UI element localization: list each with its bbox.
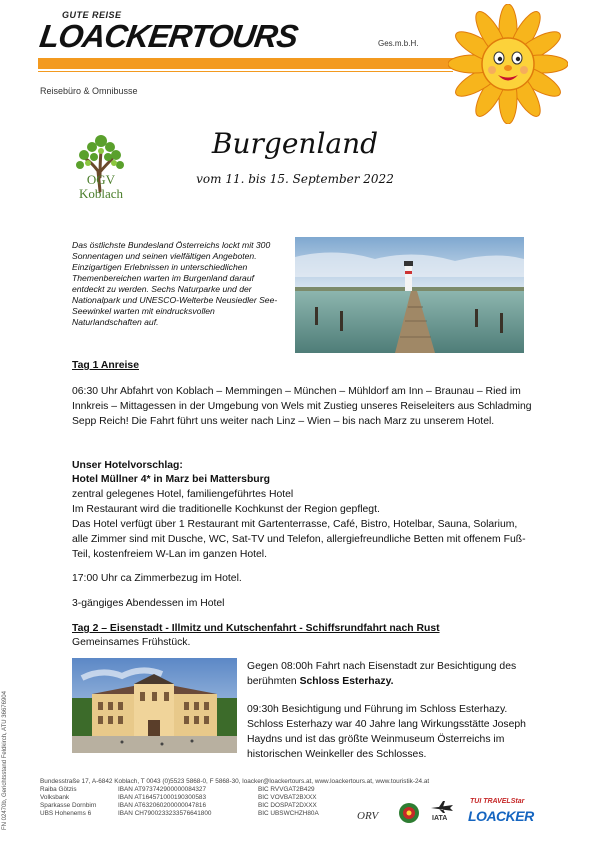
bank-name: Volksbank [40,794,70,801]
bank-iban: IBAN AT164571000190300583 [118,794,207,801]
bank-bic: BIC DOSPAT2DXXX [258,802,317,809]
checkin-text: 17:00 Uhr ca Zimmerbezug im Hotel. [72,573,242,584]
bank-iban: IBAN CH7900233233576641800 [118,810,212,817]
day2-p1-bold: Schloss Esterhazy. [299,676,394,687]
bank-iban: IBAN AT973742900000084327 [118,786,207,793]
header-orange-bar [38,58,453,69]
club-name [70,173,132,201]
footer-address: Bundesstraße 17, A-6842 Koblach, T 0043 (0)5523 5868-0, F 5868-30, loacker@loackertours.at, www.loackertours.at, www.touristik-24.at [40,778,430,785]
iata-logo: IATA [432,815,448,822]
bank-bic: BIC RVVGAT2B429 [258,786,315,793]
footer-bank-row [40,786,550,794]
club-name-line2: Koblach [78,186,124,201]
club-name-line1: OGV [86,172,116,187]
hotel-name: Hotel Müllner 4* in Marz bei Mattersburg [72,474,271,485]
schloss-esterhazy-photo [72,658,237,753]
bank-bic: BIC VOVBAT2BXXX [258,794,317,801]
company-register-note: FN 02470b, Gerichtsstand Feldkirch, ATU 36676904 [2,691,8,830]
trip-date: vom 11. bis 15. September 2022 [196,172,394,186]
bank-name: UBS Hohenems 6 [40,810,92,817]
day2-paragraph-1 [247,659,537,689]
intro-paragraph: Das östlichste Bundesland Österreichs lockt mit 300 Sonnentagen und seinen vielfältigen Angeboten. Einzigartigen Erlebnissen in unterschiedlichen Themenbereichen warten im Burgenland darauf entdeckt zu werden. Sechs Naturparke und der Nationalpark und UNESCO-Welterbe Neusiedler See-Seewinkel warten mit eindrucksvollen Naturlandschaften auf. [72,240,278,327]
day2-heading: Tag 2 – Eisenstadt - Illmitz und Kutschenfahrt - Schiffsrundfahrt nach Rust [72,623,440,634]
day2-breakfast: Gemeinsames Frühstück. [72,637,191,648]
orv-logo: ORV [357,810,379,822]
day1-route: 06:30 Uhr Abfahrt von Koblach – Memmingen – München – Mühldorf am Inn – Braunau – Ried im Innkreis – Mittagessen in der Umgebung von Wels mit Zustieg unseres Reiseleiters aus Schladming Sepp Reich! Die Fahrt führt uns weiter nach Linz – Wien – bis nach Marz zu unserem Hotel. [72,386,532,427]
dinner-text: 3-gängiges Abendessen im Hotel [72,598,225,609]
day2-paragraph-2: 09:30h Besichtigung und Führung im Schloss Esterhazy. Schloss Esterhazy war 40 Jahre lang Wirkungsstätte Joseph Haydns und ist das größte Weinmuseum Österreichs im historischen Weinkeller des Schlosses. [247,704,526,760]
bank-iban: IBAN AT632060200000047816 [118,802,207,809]
bank-bic: BIC UBSWCHZH80A [258,810,319,817]
tui-travelstar-logo: TUI TRAVELStar [470,798,525,805]
bank-name: Sparkasse Dornbirn [40,802,97,809]
lighthouse-pier-photo [295,237,524,353]
company-subline: Reisebüro & Omnibusse [40,86,138,96]
hotel-description: zentral gelegenes Hotel, familiengeführtes Hotel Im Restaurant wird die traditionelle Kochkunst der Region gepflegt. Das Hotel verfügt über 1 Restaurant mit Gartenterrasse, Café, Bistro, Hotelbar, Sauna, Solarium, alle Zimmer sind mit Dusche, WC, Sat-TV und Telefon, allergiefreundliche Betten mit offenem Fuß-Teil, kostenfreiem W-Lan im ganzen Hotel. [72,489,526,560]
header-divider [38,71,453,72]
day2-p1-text: Gegen 08:00h Fahrt nach Eisenstadt zur Besichtigung des berühmten [247,661,517,687]
company-logo-text: LOACKERTOURS [37,18,300,54]
tagline: GUTE REISE [62,10,122,20]
sun-mascot-icon [448,4,568,124]
airplane-icon [430,800,454,814]
day1-heading: Tag 1 Anreise [72,360,139,371]
hotel-heading: Unser Hotelvorschlag: [72,460,183,471]
trip-title: Burgenland [211,127,379,160]
bank-name: Raiba Götzis [40,786,77,793]
emblem-logo-icon [395,802,423,824]
loacker-partner-logo: LOACKER [468,808,534,824]
legal-form: Ges.m.b.H. [378,39,419,48]
